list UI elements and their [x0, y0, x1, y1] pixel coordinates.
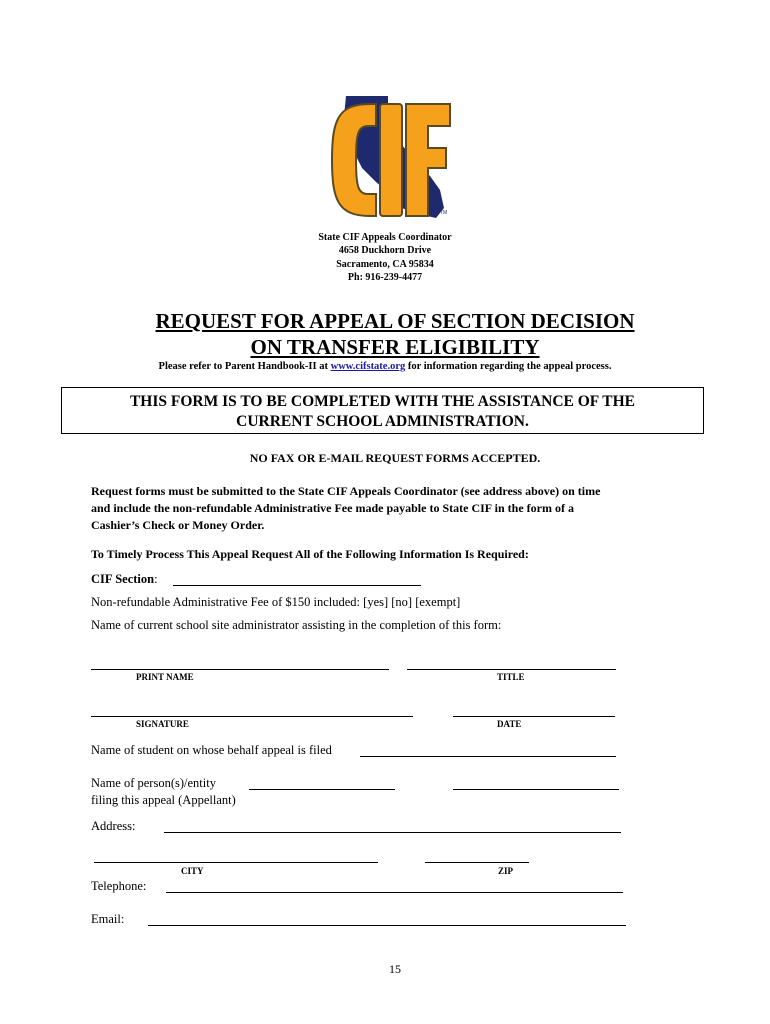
telephone-label: Telephone:: [91, 879, 147, 893]
cif-logo: [318, 90, 458, 228]
cif-section-colon: :: [154, 572, 158, 586]
signature-input[interactable]: [91, 716, 413, 717]
address-label: Address:: [91, 819, 136, 833]
zip-label: ZIP: [498, 866, 514, 876]
instructions-line-1: Request forms must be submitted to the State CIF Appeals Coordinator (see address above) on time: [91, 484, 601, 498]
email-input[interactable]: [148, 925, 626, 926]
appellant-input-2[interactable]: [453, 789, 619, 790]
cif-section-label: CIF Section: [91, 572, 155, 586]
cifstate-link[interactable]: www.cifstate.org: [330, 361, 406, 372]
refer-note: [0, 361, 770, 372]
signature-label: SIGNATURE: [136, 719, 189, 729]
cif-section-row: [91, 572, 158, 587]
required-heading: To Timely Process This Appeal Request All of the Following Information Is Required:: [91, 547, 529, 561]
letter-i: [380, 104, 402, 216]
page-number: 15: [389, 962, 401, 976]
zip-input[interactable]: [425, 862, 529, 863]
refer-before: Please refer to Parent Handbook-II at: [158, 361, 331, 372]
date-label: DATE: [497, 719, 522, 729]
instructions-line-2: and include the non-refundable Administrative Fee made payable to State CIF in the form of a: [91, 501, 574, 515]
appellant-label-1: Name of person(s)/entity: [91, 776, 216, 790]
fee-text: Non-refundable Administrative Fee of $150 included: [yes] [no] [exempt]: [91, 595, 461, 609]
title-label: TITLE: [497, 672, 525, 682]
instructions-line-3: Cashier’s Check or Money Order.: [91, 518, 265, 532]
form-title-line-1: REQUEST FOR APPEAL OF SECTION DECISION: [155, 309, 635, 333]
date-input[interactable]: [453, 716, 615, 717]
notice-line-2: CURRENT SCHOOL ADMINISTRATION.: [236, 413, 529, 430]
address-line-2: 4658 Duckhorn Drive: [338, 245, 432, 256]
appellant-input-1[interactable]: [249, 789, 395, 790]
address-input[interactable]: [164, 832, 621, 833]
letter-f: [406, 104, 450, 216]
email-label: Email:: [91, 912, 125, 926]
print-name-label: PRINT NAME: [136, 672, 194, 682]
notice-line-1: THIS FORM IS TO BE COMPLETED WITH THE ASSISTANCE OF THE: [129, 393, 636, 410]
form-title-line-2: ON TRANSFER ELIGIBILITY: [250, 335, 540, 359]
cif-section-input[interactable]: [173, 585, 421, 586]
notice-box: [61, 387, 704, 434]
admin-text: Name of current school site administrator assisting in the completion of this form:: [91, 618, 502, 632]
trademark: TM: [440, 210, 448, 216]
no-fax-notice: NO FAX OR E-MAIL REQUEST FORMS ACCEPTED.: [249, 451, 541, 465]
telephone-input[interactable]: [166, 892, 623, 893]
appellant-label-2: filing this appeal (Appellant): [91, 793, 236, 807]
address-line-3: Sacramento, CA 95834: [336, 259, 434, 270]
student-input[interactable]: [360, 756, 616, 757]
refer-after: for information regarding the appeal process.: [405, 361, 612, 372]
address-line-1: State CIF Appeals Coordinator: [318, 232, 452, 243]
print-name-input[interactable]: [91, 669, 389, 670]
instructions: [91, 483, 731, 534]
city-label: CITY: [181, 866, 204, 876]
address-phone: Ph: 916-239-4477: [347, 272, 423, 283]
city-input[interactable]: [94, 862, 378, 863]
student-label: Name of student on whose behalf appeal is filed: [91, 743, 332, 757]
title-input[interactable]: [407, 669, 616, 670]
